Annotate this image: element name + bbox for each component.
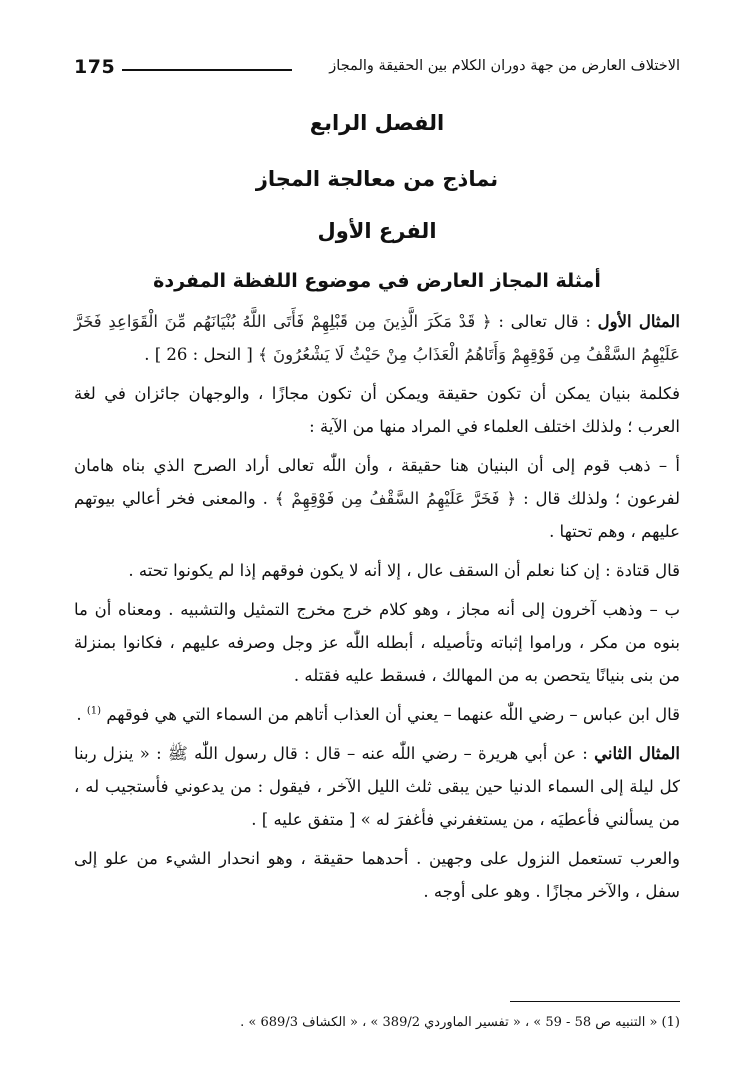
example-2-label: المثال الثاني <box>594 744 681 763</box>
footnote-marker: (1) <box>86 705 102 717</box>
chapter-title: نماذج من معالجة المجاز <box>255 167 499 191</box>
paragraph-5: ب – وذهب آخرون إلى أنه مجاز ، وهو كلام خرج مخرج التمثيل والتشبيه . ومعناه أن ما بنوه من مكر ، وراموا إثباته وتأصيله ، أبطله اللّٰه عز وجل وصرفه عليهم ، فكانوا بمنزلة من بنى بنيانًا يتحصن به من المهالك ، فسقط عليه فقتله . <box>74 600 680 685</box>
section-heading: الفرع الأول <box>317 219 437 243</box>
quran-reference-1: [ النحل : 26 ] . <box>144 345 253 364</box>
quran-verse-2: ﴿ فَخَرَّ عَلَيْهِمُ السَّقْفُ مِن فَوْقِهِمْ ﴾ <box>274 489 517 508</box>
paragraph-6-end: . <box>76 705 82 724</box>
paragraph-3 <box>74 449 680 548</box>
page-header <box>74 56 680 86</box>
example-1-intro: : قال تعالى : <box>498 312 591 331</box>
headings-block <box>74 108 680 296</box>
running-title: الاختلاف العارض من جهة دوران الكلام بين الحقيقة والمجاز <box>329 58 680 74</box>
body-text <box>74 305 680 914</box>
example-1-label: المثال الأول <box>597 312 680 331</box>
paragraph-8: والعرب تستعمل النزول على وجهين . أحدهما حقيقة ، وهو انحدار الشيء من علو إلى سفل ، والآخر مجازًا . وهو على أوجه . <box>74 849 680 901</box>
paragraph-6-text: قال ابن عباس – رضي اللّٰه عنهما – يعني أن العذاب أتاهم من السماء التي هي فوقهم <box>106 705 680 724</box>
paragraph-4: قال قتادة : إن كنا نعلم أن السقف عال ، إلا أنه لا يكون فوقهم إذا لم يكونوا تحته . <box>128 561 680 580</box>
footnote-rule <box>510 1001 680 1002</box>
paragraph-6 <box>74 698 680 731</box>
page-number: 175 <box>74 56 116 78</box>
quran-verse-1: ﴿ قَدْ مَكَرَ الَّذِينَ مِن قَبْلِهِمْ فَأَتَى اللَّهُ بُنْيَانَهُم مِّنَ الْقَوَاعِدِ فَخَرَّ عَلَيْهِمُ السَّقْفُ مِن فَوْقِهِمْ وَأَتَاهُمُ الْعَذَابُ مِنْ حَيْثُ لَا يَشْعُرُونَ ﴾ <box>74 312 680 364</box>
example-2-paragraph <box>74 737 680 836</box>
example-1-paragraph <box>74 305 680 371</box>
example-2-text: : عن أبي هريرة – رضي اللّٰه عنه – قال : قال رسول اللّٰه ﷺ : « ينزل ربنا كل ليلة إلى السماء الدنيا حين يبقى ثلث الليل الآخر ، فيقول : من يدعوني فأستجيب له ، من يسألني فأعطيَه ، من يستغفرني فأغفرَ له » [ متفق عليه ] . <box>74 744 680 829</box>
paragraph-3-start: أ – ذهب قوم إلى أن البنيان هنا حقيقة ، وأن اللّٰه تعالى أراد الصرح الذي بناه هامان لفرعون ؛ ولذلك قال : <box>74 456 680 508</box>
paragraph-2: فكلمة بنيان يمكن أن تكون حقيقة ويمكن أن تكون مجازًا ، والوجهان جائزان في لغة العرب ؛ ولذلك اختلف العلماء في المراد منها من الآية : <box>74 384 680 436</box>
section-title: أمثلة المجاز العارض في موضوع اللفظة المفردة <box>153 270 601 292</box>
footnote: (1) « التنبيه ص 58 - 59 » ، « تفسير الماوردي 389/2 » ، « الكشاف 689/3 » . <box>240 1015 680 1030</box>
paragraph-3-end: . والمعنى فخر أعالي بيوتهم عليهم ، وهم تحتها . <box>74 489 680 541</box>
chapter-heading: الفصل الرابع <box>309 111 445 135</box>
header-rule <box>122 69 292 71</box>
